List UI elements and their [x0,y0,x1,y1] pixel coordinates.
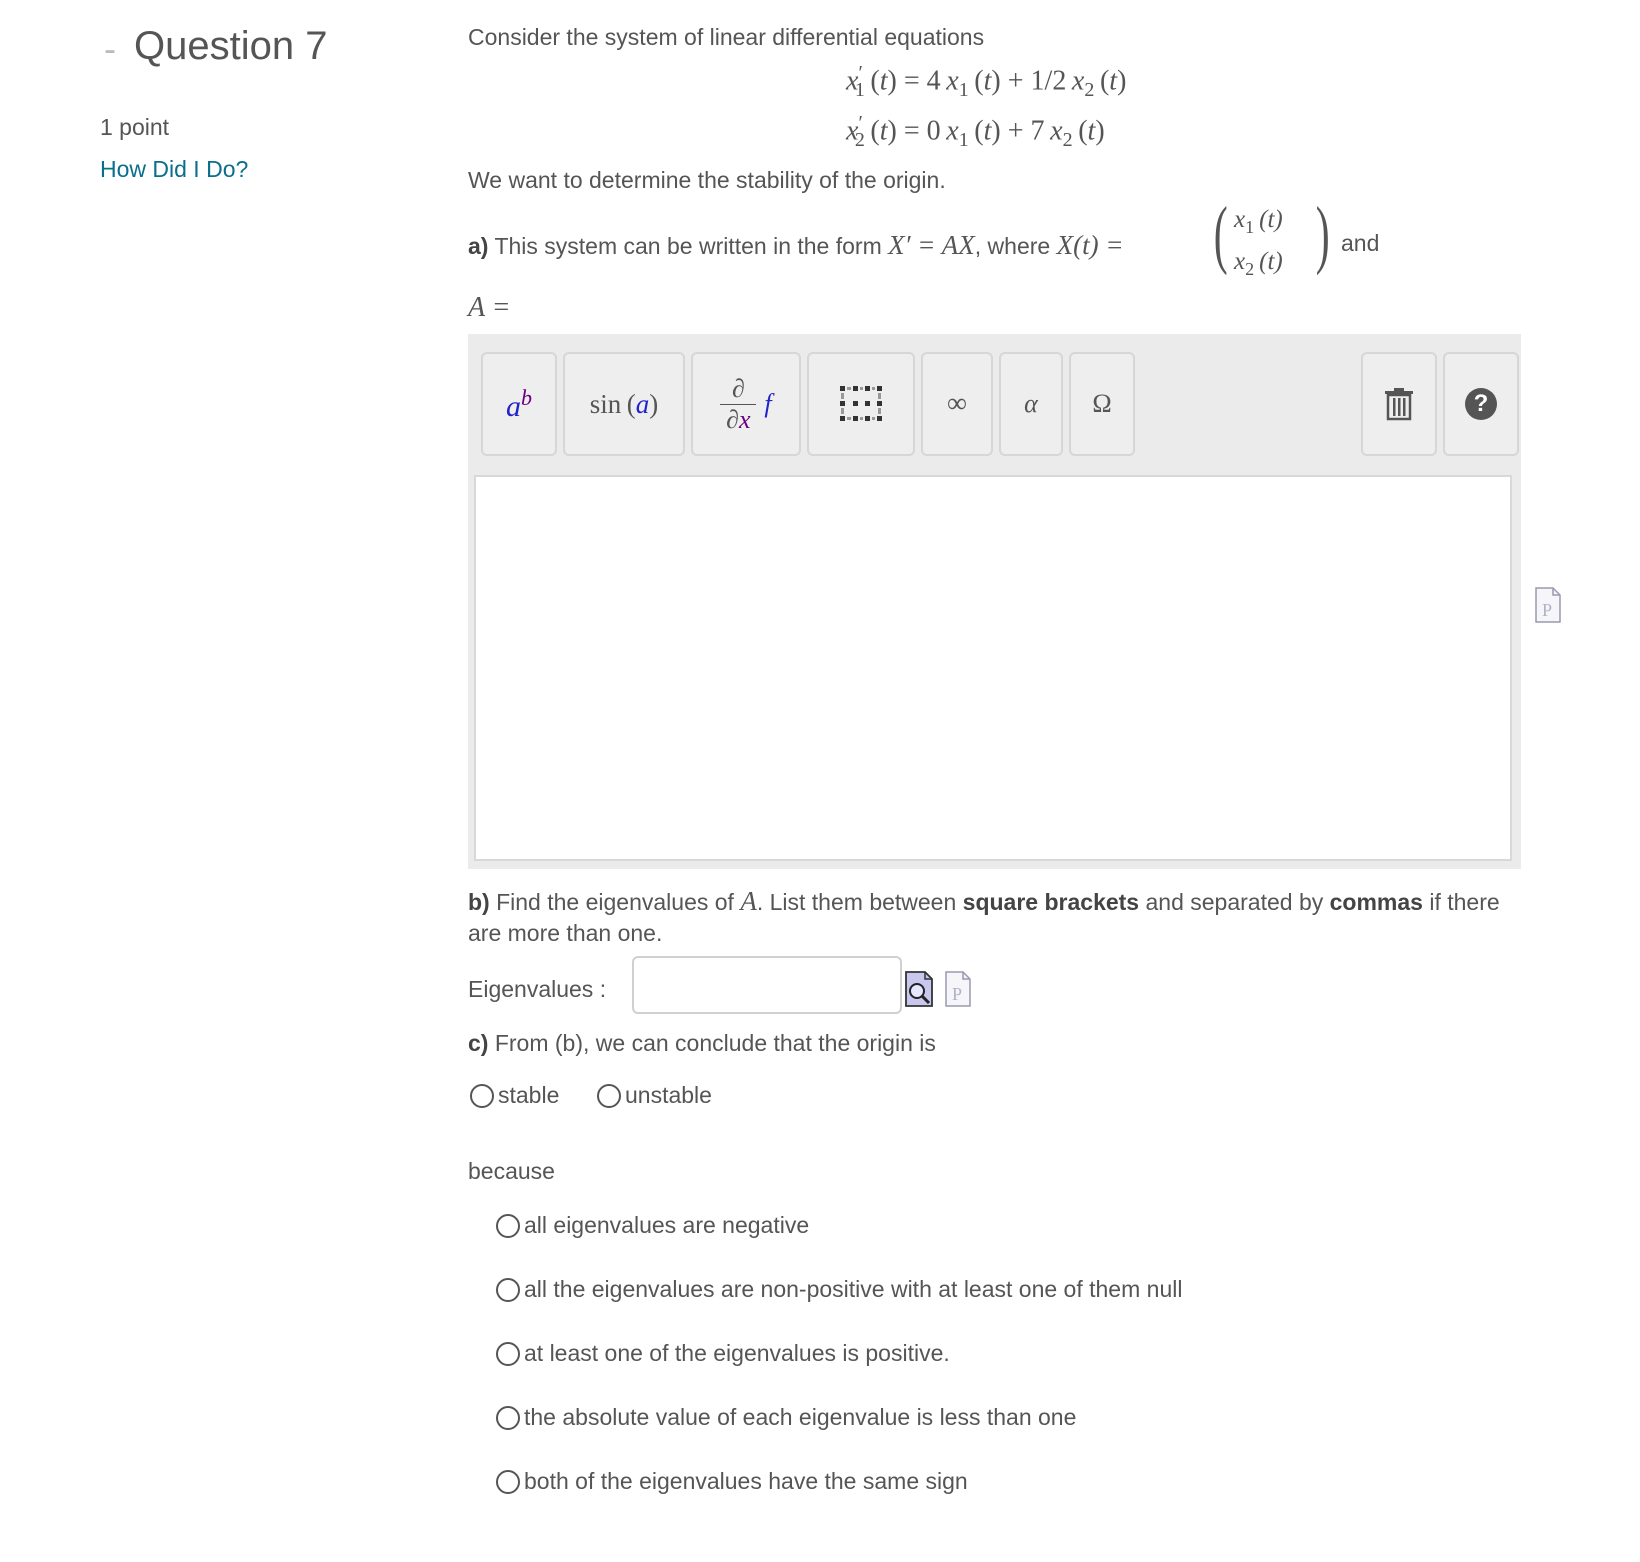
part-c-body: From (b), we can conclude that the origin is [494,1030,936,1056]
omega-button[interactable]: Ω [1069,352,1135,456]
reason-radio-1[interactable] [496,1214,520,1238]
because-label: because [468,1158,555,1184]
radio-unstable-circle[interactable] [597,1084,621,1108]
reason-label-2: all the eigenvalues are non-positive with at least one of them null [524,1276,1183,1302]
reason-option-2[interactable] [496,1276,1182,1303]
equation-2: $x'_2$ (t) = 0 $x_1$ (t) + 7 $x_2$ (t) [846,112,1105,151]
stability-text: We want to determine the stability of the origin. [468,167,946,193]
part-a-body: This system can be written in the form [494,233,882,259]
reason-label-5: both of the eigenvalues have the same sign [524,1468,968,1494]
eigenvalues-input[interactable] [632,956,902,1014]
radio-unstable-label: unstable [625,1082,712,1108]
preview-magnifier-icon[interactable] [904,970,934,1008]
matrix-button[interactable] [807,352,915,456]
column-vector: ( $x_1$ (t) $x_2$ (t) ) [1213,192,1330,279]
part-b-text3: and separated by [1145,889,1324,915]
reason-label-3: at least one of the eigenvalues is positive. [524,1340,950,1366]
question-title: Question 7 [134,24,328,68]
a-equals-label: A = [468,292,511,323]
part-a-where: , where [974,233,1051,259]
help-button[interactable] [1443,352,1519,456]
part-b-text: b) Find the eigenvalues of A. List them between square brackets and separated by commas if there [468,886,1500,916]
reason-radio-5[interactable] [496,1470,520,1494]
equation-1: $x'_1$ (t) = 4 $x_1$ (t) + 1/2 $x_2$ (t) [846,62,1127,101]
part-b-bold1: square brackets [962,889,1140,915]
matrix-icon [838,384,884,424]
reason-radio-4[interactable] [496,1406,520,1430]
svg-text:P: P [1542,600,1553,620]
trash-icon [1384,387,1414,421]
math-editor [468,334,1521,869]
partial-derivative-button[interactable]: ∂ ∂x f [691,352,801,456]
matrix-input-area[interactable] [474,475,1512,861]
reason-option-4[interactable] [496,1404,1076,1431]
radio-stable[interactable] [470,1082,559,1109]
reason-option-3[interactable] [496,1340,950,1367]
part-b-text4: if there [1429,889,1500,915]
preview-doc-icon[interactable] [1534,586,1562,624]
part-c-text [468,1030,936,1057]
power-button[interactable]: $a^b$ [481,352,557,456]
reason-option-5[interactable] [496,1468,968,1495]
sin-button[interactable]: sin (a) [563,352,685,456]
reason-option-1[interactable] [496,1212,809,1239]
reason-label-4: the absolute value of each eigenvalue is less than one [524,1404,1077,1430]
help-icon: ? [1465,388,1497,420]
reason-radio-2[interactable] [496,1278,520,1302]
part-b-text2: . List them between [756,889,957,915]
radio-stable-label: stable [498,1082,560,1108]
part-a-and: and [1341,230,1380,256]
part-b-text5: are more than one. [468,920,663,946]
question-collapse-dash[interactable]: - [104,28,116,69]
infinity-button[interactable]: ∞ [921,352,993,456]
reason-radio-3[interactable] [496,1342,520,1366]
radio-stable-circle[interactable] [470,1084,494,1108]
radio-unstable[interactable] [597,1082,712,1109]
eigenvalues-label: Eigenvalues : [468,976,607,1002]
intro-text: Consider the system of linear differential equations [468,24,985,50]
reason-label-1: all eigenvalues are negative [524,1212,810,1238]
svg-text:P: P [952,984,963,1004]
part-a-text: a) This system can be written in the form X′ = AX, where X(t) = [468,230,1124,260]
how-did-i-do-link[interactable]: How Did I Do? [100,156,249,182]
alpha-button[interactable]: α [999,352,1063,456]
format-help-doc-icon[interactable] [944,970,972,1008]
part-c-label: c) [468,1030,489,1056]
question-points: 1 point [100,114,170,140]
part-b-bold2: commas [1329,889,1423,915]
part-b-text1: Find the eigenvalues of [496,889,734,915]
part-b-label: b) [468,889,490,915]
part-a-label: a) [468,233,489,259]
trash-button[interactable] [1361,352,1437,456]
